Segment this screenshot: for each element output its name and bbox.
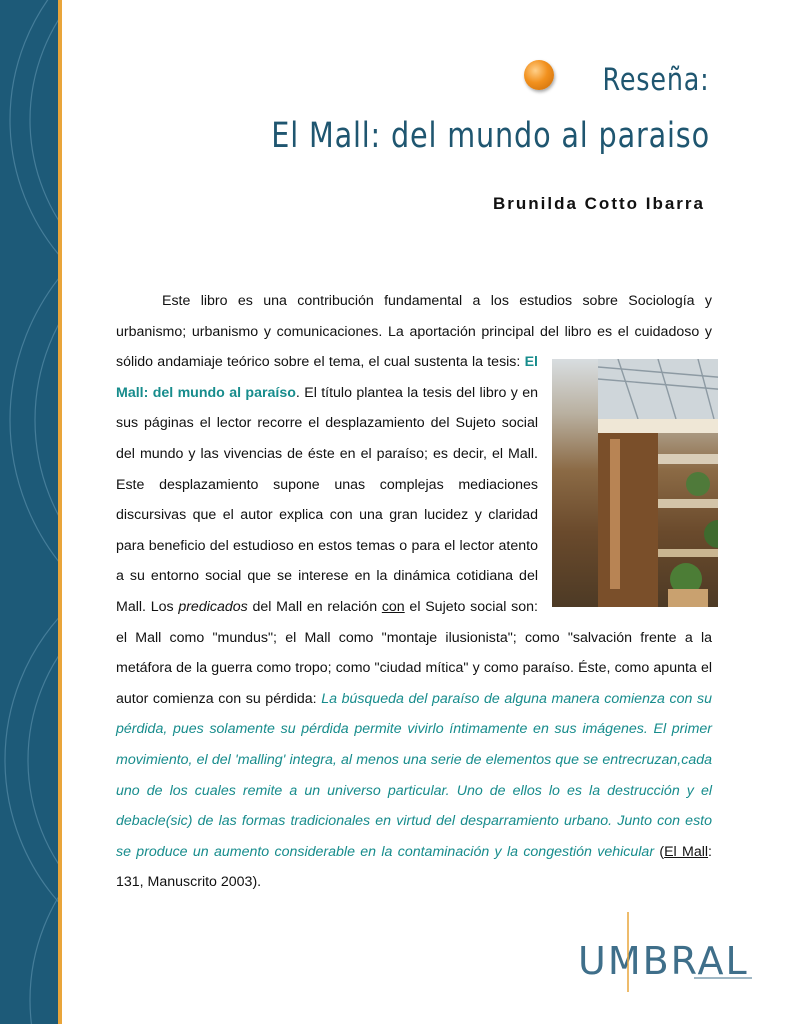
decorative-sidebar — [0, 0, 58, 1024]
author-name: Brunilda Cotto Ibarra — [492, 194, 705, 213]
mall-photo — [552, 359, 718, 607]
underlined-con: con — [381, 598, 405, 615]
sidebar-arcs — [0, 0, 58, 1024]
paragraph-text: Este libro es una contribución fundamental a los estudios sobre Sociología y urbanismo; urbanismo y comunicaciones. La aportación principal del libro es el cuidadoso y sólido andamiaje teórico sobre el tema, el cual sustenta la tesis: — [116, 293, 712, 371]
mall-interior-illustration — [598, 359, 718, 607]
page-title-line-2: El Mall: del mundo al paraiso — [271, 116, 710, 156]
logo-text: UMBRAL — [578, 939, 749, 983]
block-quote: La búsqueda del paraíso de alguna manera comienza con su pérdida, pues solamente su pérdida permite vivirlo íntimamente en sus imágenes. El primer movimiento, el del 'malling' integra, al menos una serie de elementos que se entrecruzan,cada uno de los cuales remite a un universo particular. Uno de ellos lo es la destrucción y el debacle(sic) de las formas tradicionales en virtud del desparramiento urbano. Junto con esto se produce un aumento considerable en la contaminación y la congestión vehicular — [116, 690, 712, 860]
article-paragraph — [116, 286, 712, 898]
article-body — [116, 286, 712, 898]
sidebar-accent-stripe — [58, 0, 62, 1024]
citation-text: : 131, Manuscrito 2003). — [116, 843, 712, 891]
emphasis-predicados: predicados — [178, 598, 248, 615]
paragraph-text: . El título plantea la tesis del libro y en sus páginas el lector recorre el desplazamiento del Sujeto social del mundo y las vivencias de éste en el paraíso; es decir, el Mall. Este desplazamiento supone unas complejas mediaciones discursivas que el autor explica con una gran lucidez y claridad para beneficio del estudioso en estos temas o para el lector atento a su entorno social que se interese en la dinámica cotidiana del Mall. Los — [116, 384, 538, 615]
citation-title: El Mall — [664, 843, 709, 860]
citation-text: ( — [654, 843, 665, 860]
paragraph-text: del Mall en relación — [247, 598, 382, 615]
book-thesis-highlight: El Mall: del mundo al paraíso — [116, 354, 538, 401]
paragraph-text: el Sujeto social son: el Mall como "mundus"; el Mall como "montaje ilusionista"; como "salvación frente a la metáfora de la guerra como tropo; como "ciudad mítica" y como paraíso. Éste, como apunta el autor comienza con su pérdida: — [116, 598, 712, 707]
umbral-logo — [574, 912, 752, 998]
orange-bullet-icon — [524, 60, 554, 90]
page-title-line-1: Reseña: — [602, 62, 710, 98]
